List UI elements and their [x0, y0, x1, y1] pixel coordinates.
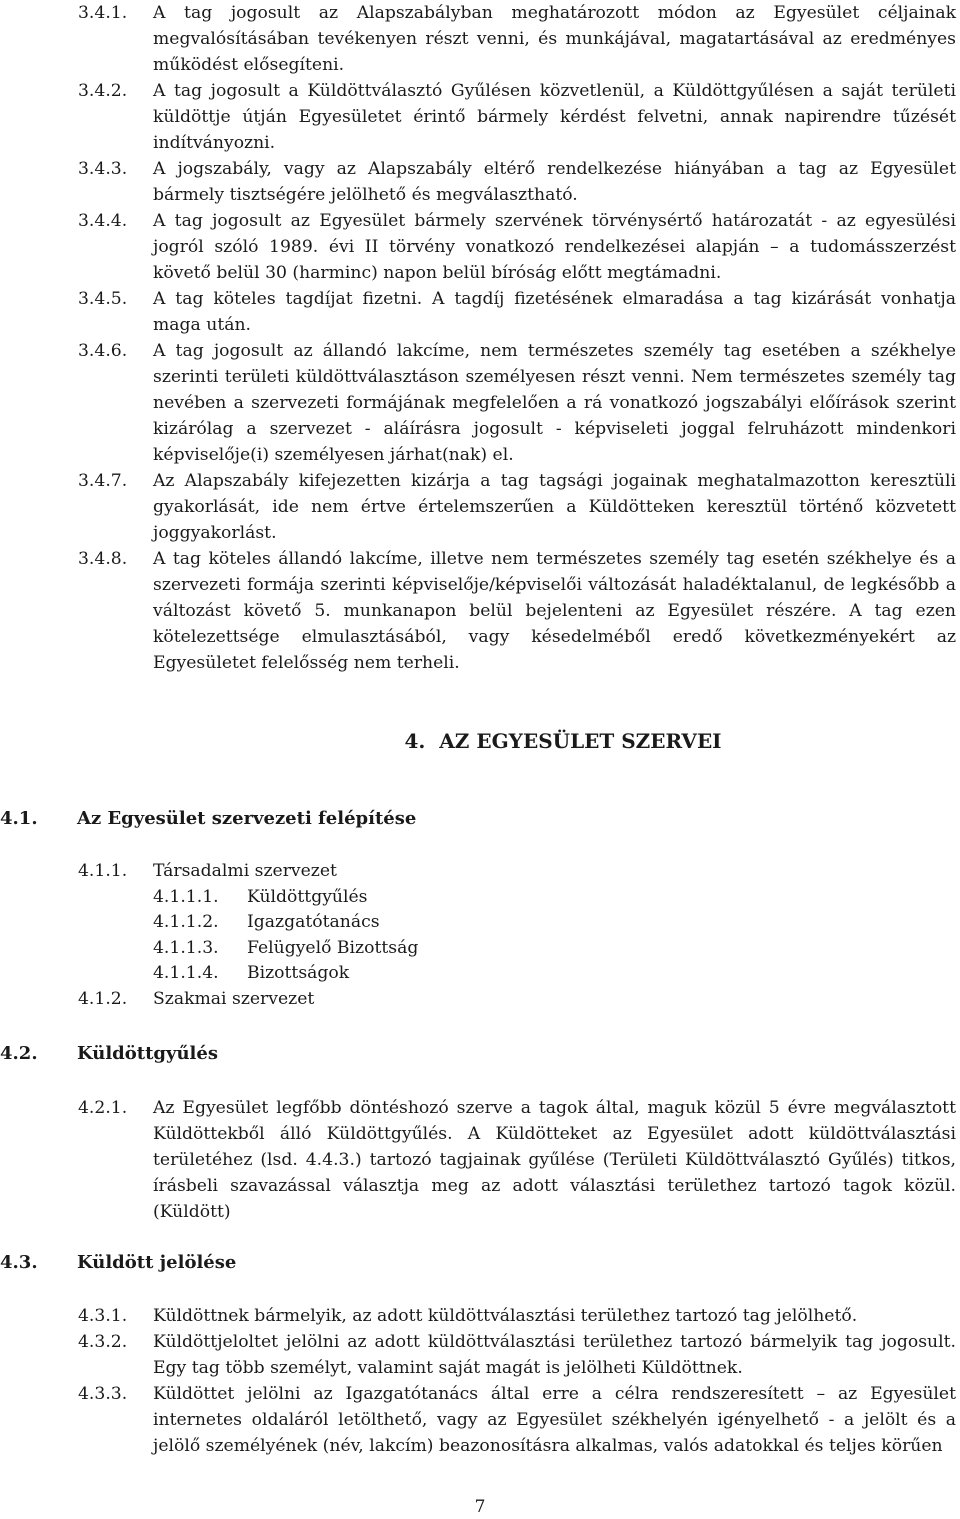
item-text: Az Egyesület legfőbb döntéshozó szerve a tagok által, maguk közül 5 évre megválasztott Küldöttekből álló Küldöttgyűlés. A Küldötteket az Egyesület adott küldöttválasztási területéhez (lsd. 4.4.3.) tartozó tagjainak gyűlése (Területi Küldöttválasztó Gyűlés) titkos, írásbeli szavazással választja meg az adott választási területhez tartozó tagok közül. (Küldött)	[153, 1098, 956, 1222]
item-text: Küldöttet jelölni az Igazgatótanács által erre a célra rendszeresített – az Egyesület internetes oldaláról letölthető, vagy az Egyesület székhelyén igényelhető - a jelölt és a jelölő személyének (név, lakcím) beazonosításra alkalmas, valós adatokkal és teljes körűen	[153, 1384, 956, 1456]
section-title: Küldöttgyűlés	[77, 1043, 218, 1064]
item-text: Küldöttnek bármelyik, az adott küldöttválasztási területhez tartozó tag jelölhető.	[153, 1306, 858, 1326]
org-item-label: Társadalmi szervezet	[153, 861, 337, 881]
item-text: A tag jogosult az állandó lakcíme, nem természetes személy tag esetében a székhelye szerinti területi küldöttválasztáson személyesen részt venni. Nem természetes személy tag nevében a szervezeti formájának megfelelően a rá vonatkozó jogszabályi előírások szerint kizárólag a szervezet - aláírásra jogosult - képviseleti joggal felruházott mindenkori képviselője(i) személyesen járhat(nak) el.	[153, 341, 956, 465]
numbered-paragraph	[78, 78, 956, 156]
item-text: Küldöttjeloltet jelölni az adott küldöttválasztási területhez tartozó bármelyik tag jogosult. Egy tag több személyt, valamint saját magát is jelölheti Küldöttnek.	[153, 1332, 956, 1378]
item-text: Az Alapszabály kifejezetten kizárja a tag tagsági jogainak meghatalmazotton keresztüli gyakorlását, ide nem értve értelemszerűen a Küldötteken keresztül történő közvetett joggyakorlást.	[153, 471, 956, 543]
item-number: 3.4.3.	[78, 159, 128, 179]
chapter-title-text: AZ EGYESÜLET SZERVEI	[439, 729, 722, 753]
section-4-2-items	[78, 1095, 956, 1225]
org-item-number: 4.1.1.	[78, 861, 128, 881]
numbered-paragraph	[78, 468, 956, 546]
org-item-label: Küldöttgyűlés	[247, 886, 368, 907]
numbered-paragraph	[78, 1095, 956, 1225]
section-4-3-items	[78, 1303, 956, 1459]
numbered-paragraph	[78, 286, 956, 338]
item-number: 3.4.4.	[78, 211, 128, 231]
org-item-label: Igazgatótanács	[247, 912, 380, 933]
section-title: Az Egyesület szervezeti felépítése	[77, 808, 417, 829]
numbered-paragraph	[78, 1303, 956, 1329]
item-number: 3.4.7.	[78, 471, 128, 491]
org-item-label: Bizottságok	[247, 963, 350, 984]
item-text: A tag jogosult az Egyesület bármely szervének törvénysértő határozatát - az egyesülési jogról szóló 1989. évi II törvény vonatkozó rendelkezései alapján – a tudomásszerzést követő belül 30 (harminc) napon belül bíróság előtt megtámadni.	[153, 211, 956, 283]
item-number: 4.3.3.	[78, 1384, 128, 1404]
item-text: A tag jogosult a Küldöttválasztó Gyűlésen közvetlenül, a Küldöttgyűlésen a saját területi küldöttje útján Egyesületet érintő bármely kérdést felvetni, annak napirendre tűzését indítványozni.	[153, 81, 956, 153]
chapter-title	[0, 727, 960, 755]
item-number: 4.3.1.	[78, 1306, 128, 1326]
chapter-number: 4.	[404, 729, 426, 753]
numbered-paragraph	[78, 208, 956, 286]
section-number: 4.3.	[0, 1252, 38, 1273]
numbered-paragraph	[78, 1381, 956, 1459]
member-rights-list	[78, 0, 956, 676]
org-item-number: 4.1.1.2.	[153, 912, 219, 933]
item-text: A jogszabály, vagy az Alapszabály eltérő rendelkezése hiányában a tag az Egyesület bármely tisztségére jelölhető és megválasztható.	[153, 159, 956, 205]
org-item-number: 4.1.1.4.	[153, 963, 219, 984]
numbered-paragraph	[78, 546, 956, 676]
org-item-number: 4.1.1.3.	[153, 937, 219, 958]
page-number	[0, 1496, 960, 1518]
numbered-paragraph	[78, 0, 956, 78]
numbered-paragraph	[78, 338, 956, 468]
item-text: A tag jogosult az Alapszabályban meghatározott módon az Egyesület céljainak megvalósításában tevékenyen részt venni, és munkájával, magatartásával az eredményes működést elősegíteni.	[153, 3, 956, 75]
item-number: 4.2.1.	[78, 1098, 128, 1118]
numbered-paragraph	[78, 1329, 956, 1381]
item-number: 4.3.2.	[78, 1332, 128, 1352]
org-item-label: Szakmai szervezet	[153, 989, 315, 1009]
org-item-number: 4.1.1.1.	[153, 886, 219, 907]
numbered-paragraph	[78, 156, 956, 208]
section-title: Küldött jelölése	[77, 1252, 237, 1273]
section-number: 4.2.	[0, 1043, 38, 1064]
item-number: 3.4.6.	[78, 341, 128, 361]
org-item-number: 4.1.2.	[78, 989, 128, 1009]
item-text: A tag köteles állandó lakcíme, illetve nem természetes személy tag esetén székhelye és a szervezeti formája szerinti képviselője/képviselői változását haladéktalanul, de legkésőbb a változást követő 5. munkanapon belül bejelenteni az Egyesület részére. A tag ezen kötelezettsége elmulasztásából, vagy késedelméből eredő következményekért az Egyesületet felelősség nem terheli.	[153, 549, 956, 673]
org-item-label: Felügyelő Bizottság	[247, 937, 419, 958]
item-number: 3.4.2.	[78, 81, 128, 101]
item-number: 3.4.1.	[78, 3, 128, 23]
item-text: A tag köteles tagdíjat fizetni. A tagdíj fizetésének elmaradása a tag kizárását vonhatja maga után.	[153, 289, 956, 335]
section-number: 4.1.	[0, 808, 38, 829]
page-number-text: 7	[474, 1497, 486, 1517]
item-number: 3.4.5.	[78, 289, 128, 309]
item-number: 3.4.8.	[78, 549, 128, 569]
